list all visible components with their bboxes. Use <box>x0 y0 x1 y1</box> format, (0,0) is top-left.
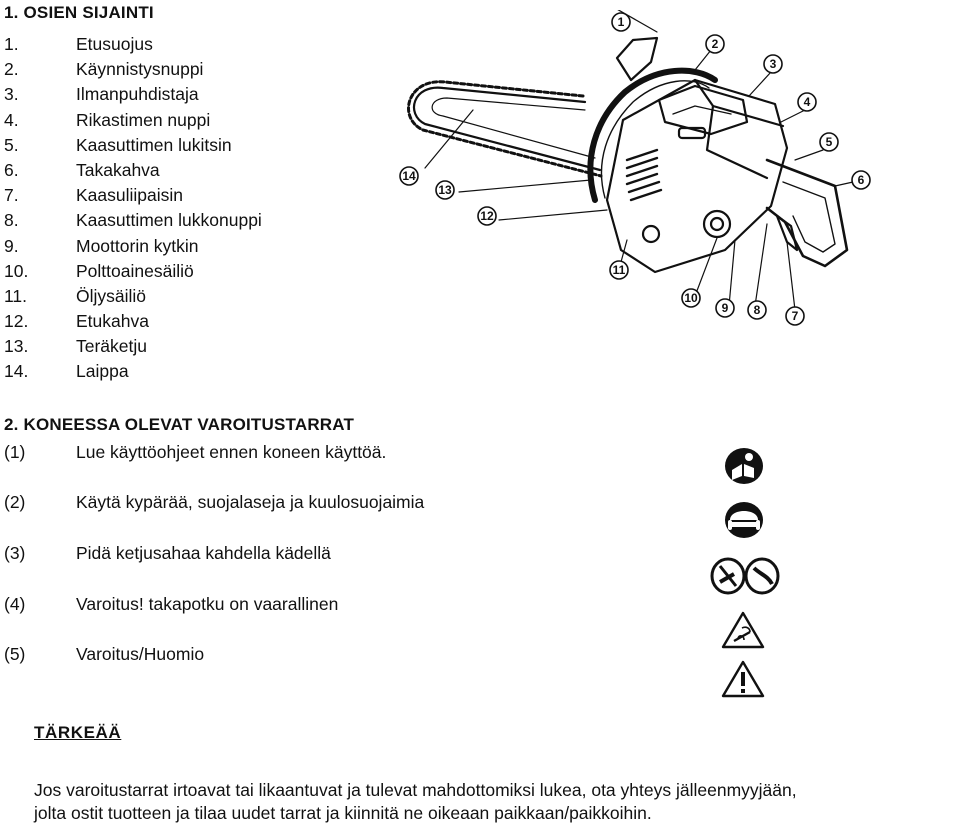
svg-text:9: 9 <box>721 301 729 315</box>
svg-text:3: 3 <box>769 57 777 71</box>
part-number: 3. <box>4 84 19 105</box>
part-number: 9. <box>4 235 19 256</box>
svg-text:7: 7 <box>791 309 799 323</box>
part-number: 4. <box>4 109 19 130</box>
warning-number: (5) <box>4 644 26 664</box>
part-label: Öljysäiliö <box>76 285 147 306</box>
part-label: Kaasuttimen lukkonuppi <box>76 210 262 231</box>
callout-10 <box>682 289 700 307</box>
callout-4 <box>798 93 816 111</box>
svg-text:12: 12 <box>480 209 494 223</box>
part-number: 1. <box>4 34 19 54</box>
notice-line: jolta ostit tuotteen ja tilaa uudet tarrat ja kiinnitä ne oikeaan paikkaan/paikkoihin. <box>34 803 652 823</box>
callout-7 <box>786 307 804 325</box>
svg-text:14: 14 <box>402 169 416 183</box>
part-number: 5. <box>4 134 19 155</box>
guide-bar <box>414 88 600 170</box>
callout-6 <box>852 171 870 189</box>
important-notice-text <box>34 779 959 825</box>
part-label: Etukahva <box>76 311 149 332</box>
part-number: 10. <box>4 260 29 281</box>
svg-text:4: 4 <box>803 95 811 109</box>
svg-text:6: 6 <box>857 173 865 187</box>
part-label: Kaasuttimen lukitsin <box>76 134 232 155</box>
part-number: 7. <box>4 185 19 206</box>
warning-number: (4) <box>4 594 26 614</box>
warning-label: Varoitus/Huomio <box>76 644 205 664</box>
part-label: Takakahva <box>76 159 160 180</box>
callout-3 <box>764 55 782 73</box>
part-label: Käynnistysnuppi <box>76 59 204 80</box>
svg-text:13: 13 <box>438 183 452 197</box>
warning-label: Käytä kypärää, suojalaseja ja kuulosuojaimia <box>76 492 425 512</box>
warning-number: (1) <box>4 442 26 462</box>
part-label: Etusuojus <box>76 34 153 54</box>
engine-body <box>607 80 787 272</box>
callout-11 <box>610 261 628 279</box>
part-label: Polttoainesäiliö <box>76 260 194 281</box>
read-manual-icon <box>722 446 766 486</box>
part-number: 6. <box>4 159 19 180</box>
svg-text:5: 5 <box>825 135 833 149</box>
callout-14 <box>400 167 418 185</box>
callout-12 <box>478 207 496 225</box>
svg-text:8: 8 <box>753 303 761 317</box>
part-number: 8. <box>4 210 19 231</box>
part-label: Laippa <box>76 361 129 382</box>
callout-13 <box>436 181 454 199</box>
warning-number: (3) <box>4 543 26 563</box>
warning-label: Varoitus! takapotku on vaarallinen <box>76 594 339 614</box>
part-number: 12. <box>4 311 29 332</box>
svg-text:10: 10 <box>684 291 698 305</box>
section-heading-parts: 1. OSIEN SIJAINTI <box>4 3 154 22</box>
part-number: 14. <box>4 361 29 382</box>
warning-label: Pidä ketjusahaa kahdella kädellä <box>76 543 331 563</box>
part-label: Rikastimen nuppi <box>76 109 211 130</box>
warning-number: (2) <box>4 492 26 512</box>
part-number: 13. <box>4 336 29 357</box>
part-label: Moottorin kytkin <box>76 235 199 256</box>
svg-text:11: 11 <box>612 263 626 277</box>
callout-5 <box>820 133 838 151</box>
svg-text:2: 2 <box>711 37 719 51</box>
notice-line: Jos varoitustarrat irtoavat tai likaantuvat ja tulevat mahdottomiksi lukea, ota yhteys jälleenmyyjään, <box>34 780 797 800</box>
callout-1 <box>612 13 630 31</box>
two-hands-icon <box>710 556 780 596</box>
part-label: Ilmanpuhdistaja <box>76 84 199 105</box>
svg-text:1: 1 <box>617 15 625 29</box>
callout-8 <box>748 301 766 319</box>
chainsaw-diagram <box>395 10 885 330</box>
helmet-protection-icon <box>722 500 766 540</box>
part-number: 11. <box>4 285 28 306</box>
kickback-warning-icon <box>720 610 766 650</box>
part-label: Teräketju <box>76 336 148 357</box>
warning-label: Lue käyttöohjeet ennen koneen käyttöä. <box>76 442 387 462</box>
important-heading: TÄRKEÄÄ <box>34 723 122 742</box>
warning-triangle-icon <box>720 659 766 699</box>
callout-9 <box>716 299 734 317</box>
section-heading-warning-labels: 2. KONEESSA OLEVAT VAROITUSTARRAT <box>4 415 355 434</box>
part-label: Kaasuliipaisin <box>76 185 184 206</box>
part-number: 2. <box>4 59 19 80</box>
callout-2 <box>706 35 724 53</box>
